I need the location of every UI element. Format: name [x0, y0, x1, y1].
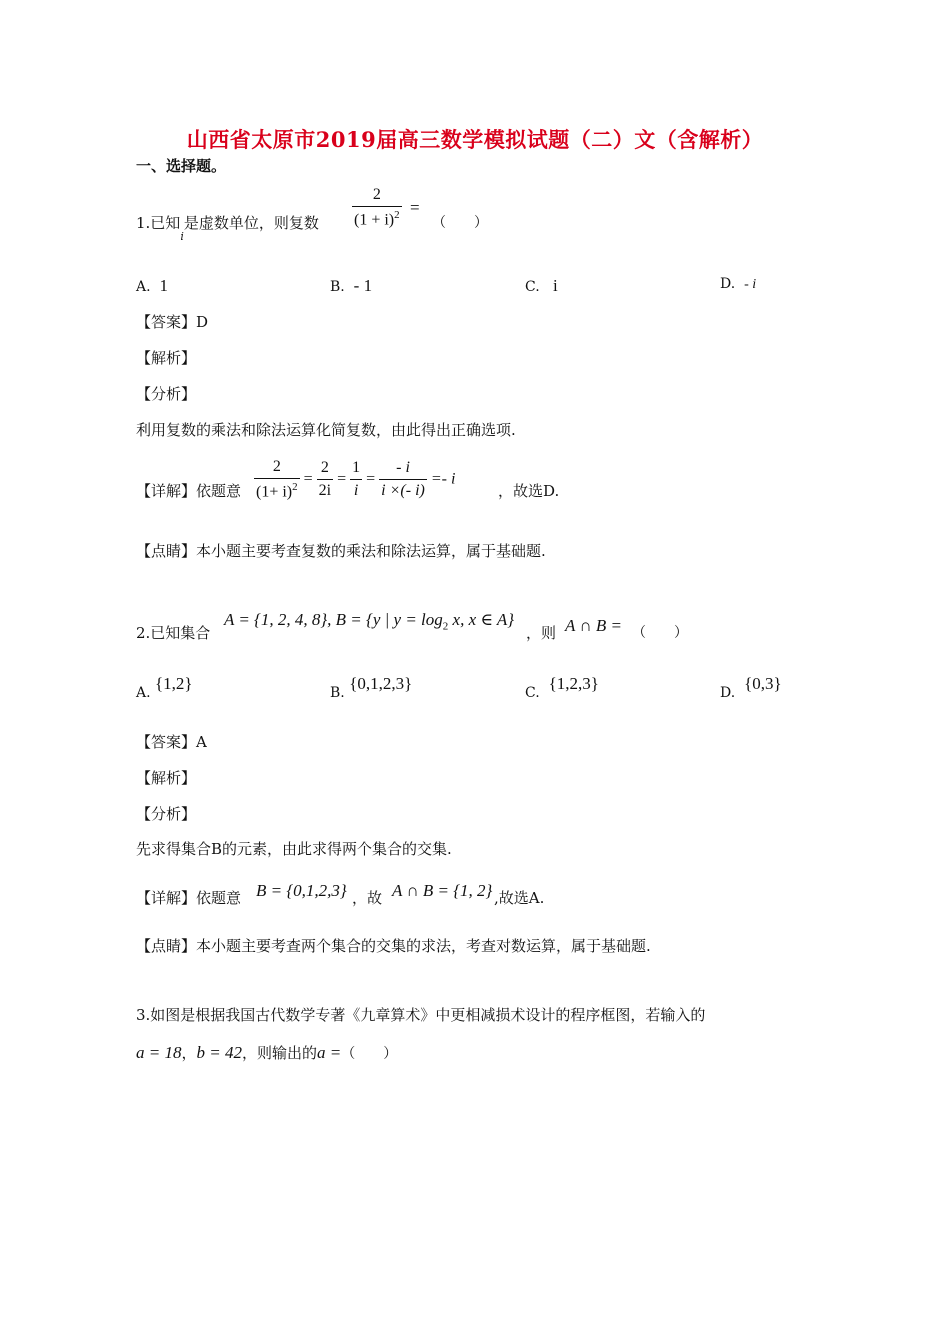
q1-d-f1-den: (1+ i) — [256, 483, 293, 501]
q2-detail-label: 【详解】依题意 — [136, 889, 242, 907]
q3-a-eq: a = 18 — [136, 1043, 182, 1062]
q1-equals: = — [410, 198, 420, 217]
q3-b-eq: b = 42 — [196, 1043, 242, 1062]
option-value: 1 — [159, 276, 168, 295]
q2-fenxi: 【分析】 — [136, 805, 197, 823]
option-value: {0,3} — [744, 674, 782, 693]
option-label: B. — [330, 685, 345, 701]
q3-line2 — [136, 1042, 397, 1063]
option-label: A. — [136, 279, 151, 295]
q1-fenxi: 【分析】 — [136, 385, 197, 403]
q1-i-variable: i — [180, 230, 184, 243]
q2-comment: 【点睛】本小题主要考查两个集合的交集的求法，考查对数运算，属于基础题. — [136, 937, 651, 955]
q3-sep: ， — [181, 1044, 197, 1062]
q2-set-a: A = {1, 2, 4, 8} — [224, 610, 328, 629]
q2-option-d[interactable] — [720, 674, 782, 702]
q2-prefix: 2.已知集合 — [136, 624, 211, 642]
option-label: C. — [525, 685, 540, 701]
q1-option-d[interactable] — [720, 276, 756, 293]
section-heading: 一、选择题。 — [136, 157, 227, 175]
q1-mid: 是虚数单位，则复数 — [183, 214, 319, 232]
option-value: {1,2,3} — [548, 674, 599, 693]
q1-d-f4-den: i ×(- i) — [381, 482, 425, 500]
page-title: 山西省太原市2019届高三数学模拟试题（二）文（含解析） — [186, 127, 764, 152]
q1-stem — [136, 212, 319, 243]
q2-set-b-body: y | y = log — [372, 610, 443, 629]
option-label: A. — [136, 685, 151, 701]
q1-frac-num: 2 — [352, 186, 402, 207]
q3-tail: ，则输出的 — [241, 1044, 317, 1062]
option-label: C. — [525, 279, 540, 295]
q2-paren: （ ） — [632, 625, 688, 641]
q2-log-base: 2 — [442, 620, 449, 633]
q1-frac-den: (1 + i) — [354, 211, 395, 229]
q1-d-f3-den: i — [353, 482, 359, 500]
q1-paren: （ ） — [432, 215, 488, 231]
option-value: {0,1,2,3} — [349, 674, 413, 693]
q1-detail-label: 【详解】依题意 — [136, 482, 242, 500]
q2-detail-mid: ，故 — [352, 889, 383, 907]
option-label: D. — [720, 685, 736, 701]
q1-detail-math: $\frac{2}{(1+ i)^2}$ = $\frac{2}{2i}$ = $\frac{1}{i}$ = $\frac{- i}{i \times(- i)}$ =- i — [256, 458, 456, 501]
q1-analysis: 利用复数的乘法和除法运算化简复数，由此得出正确选项. — [136, 421, 516, 439]
q1-comment: 【点睛】本小题主要考查复数的乘法和除法运算，属于基础题. — [136, 542, 546, 560]
q2-then: ，则 — [526, 624, 557, 642]
option-value: {1,2} — [155, 674, 193, 693]
q2-set-b-pre: , B = { — [327, 610, 373, 629]
q2-detail-end: ,故选A. — [494, 889, 545, 907]
q1-d-result: =- i — [430, 470, 456, 488]
q2-set-b-post: x, x ∈ A} — [448, 610, 515, 629]
q2-option-a[interactable] — [136, 674, 193, 702]
q2-analysis: 先求得集合B的元素，由此求得两个集合的交集. — [136, 840, 452, 858]
q3-line1: 3.如图是根据我国古代数学专著《九章算术》中更相减损术设计的程序框图，若输入的 — [136, 1006, 706, 1024]
q1-option-c[interactable] — [525, 276, 558, 296]
q3-a-out: a = — [317, 1043, 342, 1062]
q2-sets — [224, 610, 514, 632]
q2-jiexi: 【解析】 — [136, 769, 197, 787]
q1-prefix: 1.已知 — [136, 214, 181, 232]
q1-d-f4-num: - i — [379, 459, 427, 480]
option-value: - i — [744, 277, 757, 292]
q2-option-c[interactable] — [525, 674, 599, 702]
q1-jiexi: 【解析】 — [136, 349, 197, 367]
q1-option-a[interactable] — [136, 276, 168, 296]
q1-d-f3-num: 1 — [350, 459, 362, 480]
q3-paren: （ ） — [341, 1046, 398, 1062]
option-label: B. — [330, 279, 345, 295]
option-value: i — [553, 276, 558, 295]
q1-d-f1-exp: 2 — [292, 481, 298, 493]
q1-option-b[interactable] — [330, 276, 372, 296]
option-label: D. — [720, 276, 736, 292]
q1-d-f1-num: 2 — [254, 458, 300, 479]
q1-detail-end: ，故选D. — [498, 482, 560, 500]
q1-d-f2-num: 2 — [317, 459, 333, 480]
q2-detail-inter: A ∩ B = {1, 2} — [392, 881, 493, 900]
q2-option-b[interactable] — [330, 674, 413, 702]
q1-answer: 【答案】D — [136, 313, 209, 331]
q1-frac-exp: 2 — [394, 209, 400, 221]
q2-intersection: A ∩ B = — [565, 616, 622, 635]
q1-fraction — [352, 186, 402, 229]
q1-d-f2-den: 2i — [318, 482, 332, 500]
q2-detail-b: B = {0,1,2,3} — [256, 881, 347, 900]
option-value: - 1 — [353, 276, 373, 295]
q2-answer: 【答案】A — [136, 733, 207, 751]
